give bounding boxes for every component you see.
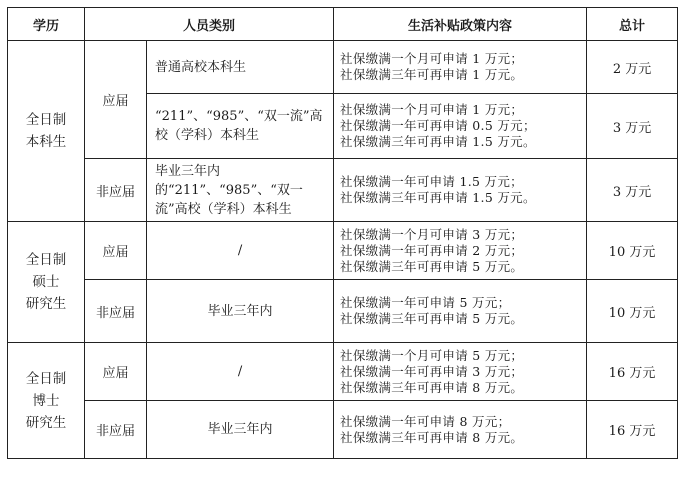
header-category: 人员类别 bbox=[85, 8, 334, 41]
category-cell: / bbox=[147, 222, 334, 280]
table-row bbox=[8, 41, 678, 94]
policy-cell: 社保缴满一年可申请 5 万元； 社保缴满三年可再申请 5 万元。 bbox=[334, 280, 587, 343]
total-cell: 16 万元 bbox=[587, 401, 678, 459]
category-cell: / bbox=[147, 343, 334, 401]
education-cell-doctoral: 全日制 博士 研究生 bbox=[8, 343, 85, 459]
total-cell: 16 万元 bbox=[587, 343, 678, 401]
total-cell: 3 万元 bbox=[587, 94, 678, 159]
status-cell: 应届 bbox=[85, 343, 147, 401]
status-cell: 非应届 bbox=[85, 401, 147, 459]
education-cell-bachelor: 全日制 本科生 bbox=[8, 41, 85, 222]
policy-cell: 社保缴满一个月可申请 1 万元； 社保缴满三年可再申请 1 万元。 bbox=[334, 41, 587, 94]
policy-cell: 社保缴满一个月可申请 5 万元； 社保缴满一年可再申请 3 万元； 社保缴满三年可再申请 8 万元。 bbox=[334, 343, 587, 401]
header-total: 总计 bbox=[587, 8, 678, 41]
category-cell: 毕业三年内的“211”、“985”、“双一流”高校（学科）本科生 bbox=[147, 159, 334, 222]
status-cell: 应届 bbox=[85, 41, 147, 159]
table-row bbox=[8, 401, 678, 459]
header-row bbox=[8, 8, 678, 41]
category-cell: 毕业三年内 bbox=[147, 401, 334, 459]
category-cell: 毕业三年内 bbox=[147, 280, 334, 343]
policy-cell: 社保缴满一个月可申请 1 万元； 社保缴满一年可再申请 0.5 万元； 社保缴满三年可再申请 1.5 万元。 bbox=[334, 94, 587, 159]
total-cell: 10 万元 bbox=[587, 280, 678, 343]
header-education: 学历 bbox=[8, 8, 85, 41]
status-cell: 非应届 bbox=[85, 280, 147, 343]
policy-cell: 社保缴满一年可申请 8 万元； 社保缴满三年可再申请 8 万元。 bbox=[334, 401, 587, 459]
policy-cell: 社保缴满一年可申请 1.5 万元； 社保缴满三年可再申请 1.5 万元。 bbox=[334, 159, 587, 222]
table-row bbox=[8, 222, 678, 280]
total-cell: 10 万元 bbox=[587, 222, 678, 280]
table-row bbox=[8, 343, 678, 401]
header-policy: 生活补贴政策内容 bbox=[334, 8, 587, 41]
status-cell: 应届 bbox=[85, 222, 147, 280]
education-cell-master: 全日制 硕士 研究生 bbox=[8, 222, 85, 343]
category-cell: 普通高校本科生 bbox=[147, 41, 334, 94]
policy-cell: 社保缴满一个月可申请 3 万元； 社保缴满一年可再申请 2 万元； 社保缴满三年可再申请 5 万元。 bbox=[334, 222, 587, 280]
table-row bbox=[8, 159, 678, 222]
status-cell: 非应届 bbox=[85, 159, 147, 222]
subsidy-table bbox=[7, 7, 678, 459]
total-cell: 3 万元 bbox=[587, 159, 678, 222]
total-cell: 2 万元 bbox=[587, 41, 678, 94]
table-row bbox=[8, 280, 678, 343]
category-cell: “211”、“985”、“双一流”高校（学科）本科生 bbox=[147, 94, 334, 159]
